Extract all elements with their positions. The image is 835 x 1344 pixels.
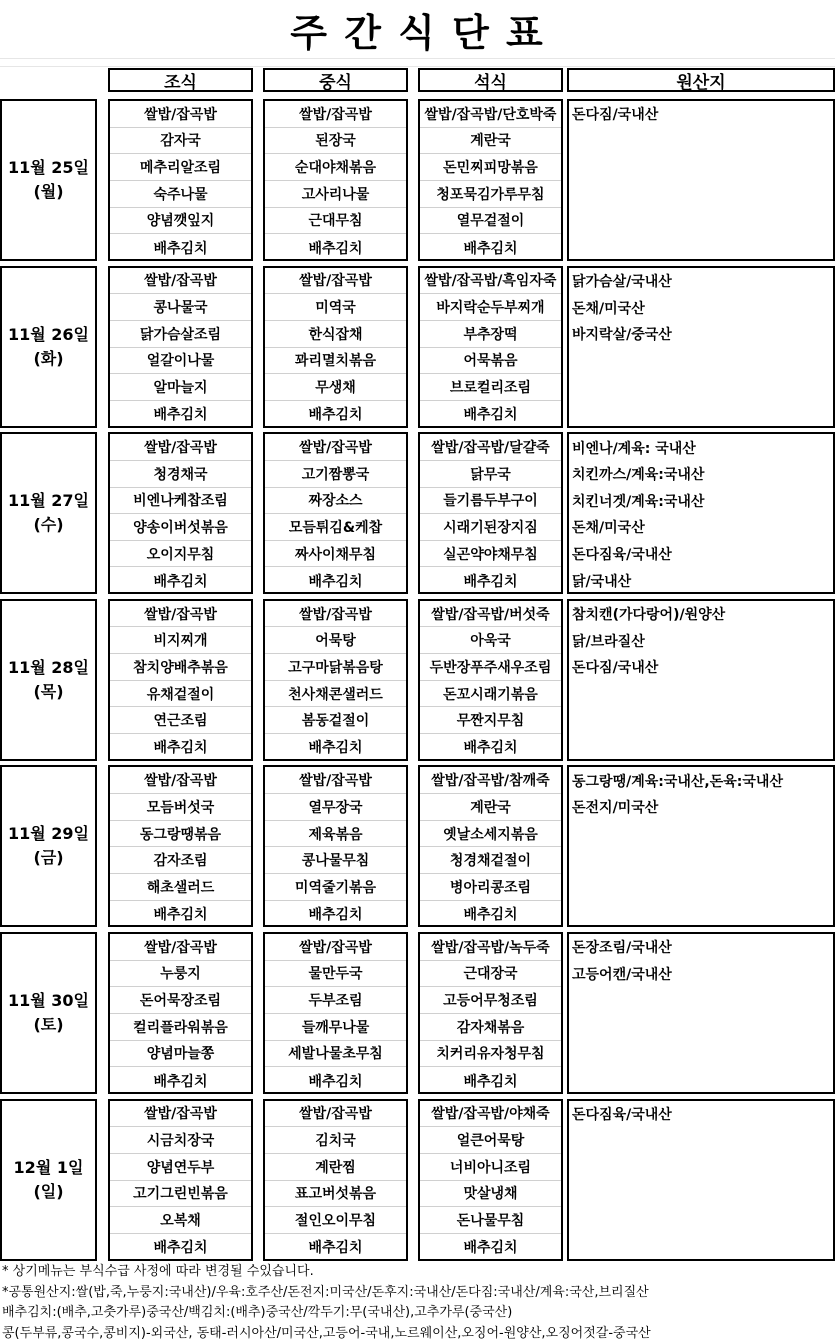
menu-item: 배추김치 [308,240,363,257]
menu-item: 돈어묵장조림 [110,987,251,1014]
origin-item [569,401,833,428]
menu-item: 연근조림 [110,707,251,734]
meal-dinner [418,432,563,594]
day-date: 11월 29일 [7,824,89,844]
menu-item: 배추김치 [308,740,363,757]
origin-item: 치킨너겟/계육:국내산 [572,493,705,510]
menu-item: 고기그린빈볶음 [110,1181,251,1208]
menu-item: 콩나물국 [110,294,251,321]
origin-item [569,181,833,208]
origin-item [569,681,833,708]
menu-item: 쌀밥/잡곡밥 [110,934,251,961]
menu-item: 절인오이무침 [265,1207,406,1234]
menu-item: 들기름두부구이 [420,488,561,515]
menu-item: 배추김치 [463,740,518,757]
day-date: 11월 25일 [7,158,89,177]
origin-item: 돈전지/미국산 [572,800,659,817]
menu-item: 된장국 [265,128,406,155]
menu-item: 봄동겉절이 [265,707,406,734]
menu-item: 얼갈이나물 [110,348,251,375]
menu-item: 고기짬뽕국 [265,461,406,488]
menu-item: 근대장국 [420,961,561,988]
menu-item: 닭무국 [420,461,561,488]
origin-item [569,734,833,761]
menu-item: 미역줄기볶음 [265,874,406,901]
menu-item: 돈민찌피망볶음 [420,154,561,181]
origin-block [567,432,835,594]
menu-item: 양념연두부 [110,1154,251,1181]
menu-item: 너비아니조림 [420,1154,561,1181]
origin-item: 돈다짐/국내산 [572,660,659,677]
menu-item: 맛살냉채 [420,1181,561,1208]
menu-item: 두부조림 [265,987,406,1014]
menu-item: 제육볶음 [265,821,406,848]
menu-item: 쌀밥/잡곡밥/녹두죽 [420,934,561,961]
menu-item: 누룽지 [110,961,251,988]
menu-item: 세발나물초무침 [265,1041,406,1068]
menu-item: 참치양배추볶음 [110,654,251,681]
origin-block [567,765,835,927]
menu-item: 양송이버섯볶음 [110,514,251,541]
menu-item: 배추김치 [153,1073,208,1090]
meal-dinner [418,1099,563,1261]
origin-item [569,154,833,181]
menu-item: 배추김치 [463,1240,518,1257]
origin-item [569,987,833,1014]
menu-item: 배추김치 [463,240,518,257]
day-weekday: (화) [33,348,64,368]
menu-item: 쌀밥/잡곡밥/야채죽 [420,1101,561,1128]
origin-item [569,1067,833,1094]
day-weekday: (월) [33,182,64,201]
meal-breakfast [108,432,253,594]
menu-item: 들깨무나물 [265,1014,406,1041]
menu-item: 배추김치 [153,740,208,757]
menu-item: 쌀밥/잡곡밥/흑임자죽 [420,268,561,295]
origin-item [569,128,833,155]
menu-item: 쌀밥/잡곡밥 [110,268,251,295]
menu-item: 쌀밥/잡곡밥 [110,767,251,794]
day-weekday: (토) [33,1015,64,1034]
menu-item: 쌀밥/잡곡밥 [110,1101,251,1128]
day-weekday: (일) [33,1181,64,1201]
menu-item: 쌀밥/잡곡밥/달걀죽 [420,434,561,461]
menu-item: 동그랑땡볶음 [110,821,251,848]
menu-item: 고사리나물 [265,181,406,208]
day-label [0,765,97,927]
menu-item: 계란찜 [265,1154,406,1181]
menu-item: 물만두국 [265,961,406,988]
meal-dinner [418,99,563,261]
menu-item: 쌀밥/잡곡밥 [110,101,251,128]
origin-item [569,1181,833,1208]
origin-item: 돈장조림/국내산 [572,940,672,957]
menu-item: 양념깻잎지 [110,208,251,235]
menu-item: 어묵볶음 [420,348,561,375]
origin-item [569,1154,833,1181]
menu-item: 아욱국 [420,627,561,654]
menu-item: 오복채 [110,1207,251,1234]
meal-dinner [418,932,563,1094]
gridline [0,58,835,59]
menu-item: 쌀밥/잡곡밥 [265,601,406,628]
meal-breakfast [108,99,253,261]
day-label [0,432,97,594]
menu-item: 짜사이채무침 [265,541,406,568]
menu-item: 쌀밥/잡곡밥 [265,268,406,295]
menu-item: 배추김치 [153,573,208,590]
menu-item: 배추김치 [308,1073,363,1090]
meal-breakfast [108,599,253,761]
menu-item: 배추김치 [308,907,363,923]
note-kimchi-origin: 배추김치:(배추,고춧가루)중국산/백김치:(배추)중국산/깍두기:무(국내산),고추가루(중국산) [2,1305,513,1320]
origin-item: 동그랑땡/계육:국내산,돈육:국내산 [572,773,783,790]
menu-item: 브로컬리조림 [420,374,561,401]
meal-lunch [263,432,408,594]
menu-item: 열무겉절이 [420,208,561,235]
origin-item: 참치캔(가다랑어)/원양산 [572,607,726,624]
origin-item [569,1234,833,1261]
menu-item: 배추김치 [153,407,208,424]
meal-breakfast [108,932,253,1094]
menu-item: 배추김치 [463,1073,518,1090]
menu-item: 쌀밥/잡곡밥/참깨죽 [420,767,561,794]
menu-item: 비지찌개 [110,627,251,654]
origin-block [567,932,835,1094]
day-date: 12월 1일 [13,1157,84,1177]
meal-breakfast [108,765,253,927]
origin-block [567,1099,835,1261]
menu-item: 감자채볶음 [420,1014,561,1041]
menu-item: 배추김치 [308,573,363,590]
origin-item [569,847,833,874]
menu-item: 병아리콩조림 [420,874,561,901]
origin-item [569,374,833,401]
menu-item: 고등어무청조림 [420,987,561,1014]
menu-item: 무생채 [265,374,406,401]
origin-item [569,348,833,375]
origin-item [569,874,833,901]
menu-item: 배추김치 [463,907,518,923]
menu-item: 쌀밥/잡곡밥 [110,601,251,628]
meal-dinner [418,266,563,428]
menu-item: 배추김치 [153,907,208,923]
menu-item: 청경채겉절이 [420,847,561,874]
menu-item: 부추장떡 [420,321,561,348]
header-breakfast: 조식 [108,68,253,92]
menu-item: 메추리알조림 [110,154,251,181]
menu-item: 해초샐러드 [110,874,251,901]
day-label [0,932,97,1094]
menu-item: 배추김치 [463,407,518,424]
menu-item: 옛날소세지볶음 [420,821,561,848]
origin-item [569,1207,833,1234]
day-label [0,99,97,261]
origin-item: 돈다짐육/국내산 [572,547,672,564]
note-other-origin: 콩(두부류,콩국수,콩비지)-외국산, 동태-러시아산/미국산,고등어-국내,노르웨이산,오징어-원양산,오징어젓갈-중국산 [2,1326,651,1341]
menu-item: 오이지무침 [110,541,251,568]
menu-item: 배추김치 [153,240,208,257]
menu-item: 무짠지무침 [420,707,561,734]
menu-item: 쌀밥/잡곡밥/단호박죽 [420,101,561,128]
origin-item [569,1014,833,1041]
menu-item: 근대무침 [265,208,406,235]
menu-item: 쌀밥/잡곡밥/버섯죽 [420,601,561,628]
menu-item: 순대야채볶음 [265,154,406,181]
origin-item: 돈채/미국산 [572,520,645,537]
menu-item: 계란국 [420,128,561,155]
origin-item [569,234,833,261]
menu-item: 배추김치 [153,1240,208,1257]
origin-item: 고등어캔/국내산 [572,966,672,983]
menu-item: 돈나물무침 [420,1207,561,1234]
day-weekday: (목) [33,681,64,701]
meal-lunch [263,99,408,261]
header-dinner: 석식 [418,68,563,92]
menu-item: 알마늘지 [110,374,251,401]
origin-item: 닭가슴살/국내산 [572,273,672,290]
day-date: 11월 26일 [7,324,89,344]
menu-item: 두반장푸주새우조림 [420,654,561,681]
meal-dinner [418,599,563,761]
menu-item: 배추김치 [463,573,518,590]
origin-item [569,821,833,848]
menu-item: 계란국 [420,794,561,821]
menu-item: 열무장국 [265,794,406,821]
meal-lunch [263,599,408,761]
day-weekday: (금) [33,848,64,868]
meal-breakfast [108,266,253,428]
origin-item [569,1127,833,1154]
menu-item: 미역국 [265,294,406,321]
origin-item: 닭/브라질산 [572,633,645,650]
menu-item: 쌀밥/잡곡밥 [265,1101,406,1128]
menu-item: 쌀밥/잡곡밥 [265,934,406,961]
day-date: 11월 30일 [7,991,89,1010]
menu-item: 배추김치 [308,407,363,424]
note-common-origin: *공통원산지:쌀(밥,죽,누룽지:국내산)/우육:호주산/돈전지:미국산/돈후지:국내산/돈다짐:국내산/계육:국산,브리질산 [2,1285,649,1300]
menu-item: 닭가슴살조림 [110,321,251,348]
menu-item: 실곤약야채무침 [420,541,561,568]
menu-item: 얼큰어묵탕 [420,1127,561,1154]
title-text: 주 간 식 단 표 [290,10,545,55]
origin-item: 치킨까스/계육:국내산 [572,467,705,484]
menu-item: 치커리유자청무침 [420,1041,561,1068]
meal-lunch [263,266,408,428]
menu-item: 양념마늘쫑 [110,1041,251,1068]
menu-item: 모듬버섯국 [110,794,251,821]
meal-breakfast [108,1099,253,1261]
menu-item: 꽈리멸치볶음 [265,348,406,375]
menu-item: 유채겉절이 [110,681,251,708]
origin-item: 돈다짐육/국내산 [572,1106,672,1123]
origin-item: 닭/국내산 [572,573,632,590]
origin-item: 돈다짐/국내산 [572,107,659,124]
menu-item: 청포묵김가루무침 [420,181,561,208]
menu-item: 시래기된장지짐 [420,514,561,541]
menu-item: 쌀밥/잡곡밥 [265,767,406,794]
menu-item: 돈꼬시래기볶음 [420,681,561,708]
day-label [0,599,97,761]
origin-item [569,901,833,928]
day-label [0,1099,97,1261]
menu-item: 컬리플라워볶음 [110,1014,251,1041]
menu-item: 감자국 [110,128,251,155]
menu-item: 표고버섯볶음 [265,1181,406,1208]
header-origin: 원산지 [567,68,835,92]
menu-item: 비엔나케찹조림 [110,488,251,515]
menu-item: 바지락순두부찌개 [420,294,561,321]
menu-item: 시금치장국 [110,1127,251,1154]
meal-lunch [263,1099,408,1261]
menu-item: 감자조림 [110,847,251,874]
day-date: 11월 27일 [7,491,89,511]
origin-block [567,266,835,428]
meal-lunch [263,765,408,927]
origin-item: 바지락살/중국산 [572,327,672,344]
note-change: * 상기메뉴는 부식수급 사정에 따라 변경될 수있습니다. [2,1264,314,1279]
day-label [0,266,97,428]
origin-item [569,208,833,235]
menu-item: 배추김치 [308,1240,363,1257]
menu-item: 쌀밥/잡곡밥 [110,434,251,461]
origin-block [567,99,835,261]
menu-item: 천사채콘샐러드 [265,681,406,708]
menu-item: 콩나물무침 [265,847,406,874]
day-date: 11월 28일 [7,657,89,677]
origin-item: 돈채/미국산 [572,300,645,317]
origin-item: 비엔나/계육: 국내산 [572,440,696,457]
day-weekday: (수) [33,515,64,535]
origin-block [567,599,835,761]
menu-item: 한식잡채 [265,321,406,348]
origin-item [569,1041,833,1068]
menu-item: 쌀밥/잡곡밥 [265,434,406,461]
menu-item: 청경채국 [110,461,251,488]
meal-dinner [418,765,563,927]
origin-item [569,707,833,734]
header-lunch: 중식 [263,68,408,92]
menu-item: 쌀밥/잡곡밥 [265,101,406,128]
menu-item: 어묵탕 [265,627,406,654]
menu-item: 짜장소스 [265,488,406,515]
menu-item: 모듬튀김&케찹 [265,514,406,541]
menu-item: 고구마닭볶음탕 [265,654,406,681]
page-title [0,0,835,58]
meal-lunch [263,932,408,1094]
menu-item: 숙주나물 [110,181,251,208]
menu-item: 김치국 [265,1127,406,1154]
